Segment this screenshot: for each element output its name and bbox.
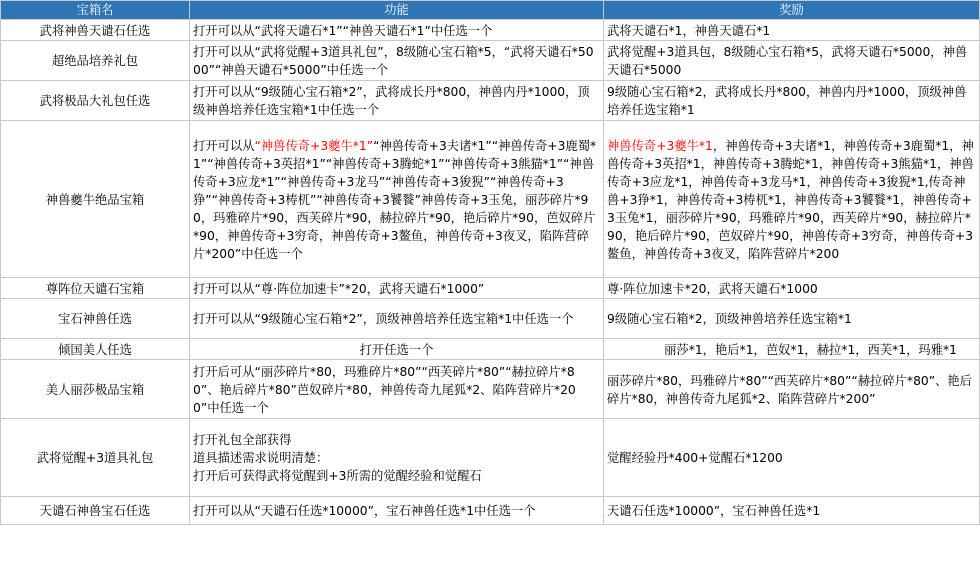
row-reward[interactable]: 武将觉醒+3道具包，8级随心宝石箱*5，武将天谴石*5000，神兽天谴石*5000 bbox=[604, 41, 980, 81]
row-reward[interactable]: 丽莎*1，艳后*1，芭奴*1，赫拉*1，西芙*1，玛雅*1 bbox=[604, 339, 980, 360]
function-line: 打开礼包全部获得 bbox=[193, 433, 292, 447]
function-rest: “神兽传奇+3夫诸*1”“神兽传奇+3鹿蜀*1”“神兽传奇+3英招*1”“神兽传奇+3腾蛇*1”“神兽传奇+3熊猫*1”“神兽传奇+3应龙*1”“神兽传奇+3龙马”“神兽传奇+3狻猊”“神兽传奇+3狰”“神兽传奇+3梼杌”“神兽传奇+3饕餮”神兽传奇+3玉兔，丽莎碎片*90，玛雅碎片*90，西芙碎片*90，赫拉碎片*90，艳后碎片*90，芭奴碎片*90，神兽传奇+3穷奇，神兽传奇+3鳌鱼，神兽传奇+3夜叉，陷阵营碎片*200”中任选一个 bbox=[193, 138, 597, 261]
table-row bbox=[1, 121, 980, 278]
row-reward[interactable]: 天谴石任选*10000”，宝石神兽任选*1 bbox=[604, 497, 980, 525]
table-row bbox=[1, 41, 980, 81]
row-reward[interactable]: 9级随心宝石箱*2，顶级神兽培养任选宝箱*1 bbox=[604, 299, 980, 339]
header-row bbox=[1, 1, 980, 20]
row-name[interactable]: 美人丽莎极品宝箱 bbox=[1, 360, 190, 419]
row-name[interactable]: 天谴石神兽宝石任选 bbox=[1, 497, 190, 525]
row-name[interactable]: 宝石神兽任选 bbox=[1, 299, 190, 339]
function-prefix: 打开可以从 bbox=[193, 138, 255, 153]
row-reward[interactable] bbox=[604, 121, 980, 278]
row-function[interactable]: 打开可以从“武将觉醒+3道具礼包”，8级随心宝石箱*5，“武将天谴石*5000”“神兽天谴石*5000”中任选一个 bbox=[190, 41, 604, 81]
table-row bbox=[1, 20, 980, 41]
row-function[interactable]: 打开可以从“武将天谴石*1”“神兽天谴石*1”中任选一个 bbox=[190, 20, 604, 41]
table-row bbox=[1, 497, 980, 525]
function-highlight: “神兽传奇+3夔牛*1” bbox=[254, 138, 374, 153]
table-row bbox=[1, 299, 980, 339]
table-row bbox=[1, 360, 980, 419]
row-function[interactable]: 打开可以从“尊·阵位加速卡”*20，武将天谴石*1000” bbox=[190, 278, 604, 299]
table-row bbox=[1, 278, 980, 299]
table-row bbox=[1, 81, 980, 121]
row-function[interactable]: 打开可以从“9级随心宝石箱*2”，武将成长丹*800，神兽内丹*1000，顶级神兽培养任选宝箱*1中任选一个 bbox=[190, 81, 604, 121]
function-line: 道具描述需求说明清楚： bbox=[193, 451, 329, 465]
row-function[interactable]: 打开后可从“丽莎碎片*80，玛雅碎片*80”“西芙碎片*80”“赫拉碎片*80”、艳后碎片*80”芭奴碎片*80，神兽传奇九尾狐*2、陷阵营碎片*200”中任选一个 bbox=[190, 360, 604, 419]
header-name[interactable]: 宝箱名 bbox=[1, 1, 190, 20]
row-name[interactable]: 神兽夔牛绝品宝箱 bbox=[1, 121, 190, 278]
row-reward[interactable]: 觉醒经验丹*400+觉醒石*1200 bbox=[604, 419, 980, 497]
row-function[interactable]: 打开可以从“天谴石任选*10000”，宝石神兽任选*1中任选一个 bbox=[190, 497, 604, 525]
row-reward[interactable]: 尊·阵位加速卡*20，武将天谴石*1000 bbox=[604, 278, 980, 299]
row-name[interactable]: 超绝品培养礼包 bbox=[1, 41, 190, 81]
function-line: 打开后可获得武将觉醒到+3所需的觉醒经验和觉醒石 bbox=[193, 469, 482, 483]
row-function[interactable]: 打开可以从“9级随心宝石箱*2”，顶级神兽培养任选宝箱*1中任选一个 bbox=[190, 299, 604, 339]
row-name[interactable]: 武将神兽天谴石任选 bbox=[1, 20, 190, 41]
row-name[interactable]: 尊阵位天谴石宝箱 bbox=[1, 278, 190, 299]
row-function[interactable] bbox=[190, 419, 604, 497]
reward-rest: ，神兽传奇+3夫诸*1，神兽传奇+3鹿蜀*1，神兽传奇+3英招*1，神兽传奇+3腾蛇*1，神兽传奇+3熊猫*1，神兽传奇+3应龙*1，神兽传奇+3龙马*1，神兽传奇+3狻猊*1,传奇神兽+3狰*1，神兽传奇+3梼杌*1，神兽传奇+3饕餮*1，神兽传奇+3玉兔*1，丽莎碎片*90，玛雅碎片*90，西芙碎片*90，赫拉碎片*90，艳后碎片*90，芭奴碎片*90，神兽传奇+3穷奇，神兽传奇+3鳌鱼，神兽传奇+3夜叉，陷阵营碎片*200 bbox=[607, 138, 974, 261]
row-reward[interactable]: 武将天谴石*1，神兽天谴石*1 bbox=[604, 20, 980, 41]
header-function[interactable]: 功能 bbox=[190, 1, 604, 20]
row-name[interactable]: 倾国美人任选 bbox=[1, 339, 190, 360]
row-name[interactable]: 武将极品大礼包任选 bbox=[1, 81, 190, 121]
table-row bbox=[1, 419, 980, 497]
row-name[interactable]: 武将觉醒+3道具礼包 bbox=[1, 419, 190, 497]
row-reward[interactable]: 9级随心宝石箱*2，武将成长丹*800，神兽内丹*1000，顶级神兽培养任选宝箱*1 bbox=[604, 81, 980, 121]
table-row bbox=[1, 339, 980, 360]
reward-highlight: 神兽传奇+3夔牛*1 bbox=[607, 138, 713, 153]
row-function[interactable] bbox=[190, 121, 604, 278]
row-reward[interactable]: 丽莎碎片*80，玛雅碎片*80”“西芙碎片*80”“赫拉碎片*80”、艳后碎片*80，神兽传奇九尾狐*2、陷阵营碎片*200” bbox=[604, 360, 980, 419]
row-function[interactable]: 打开任选一个 bbox=[190, 339, 604, 360]
header-reward[interactable]: 奖励 bbox=[604, 1, 980, 20]
